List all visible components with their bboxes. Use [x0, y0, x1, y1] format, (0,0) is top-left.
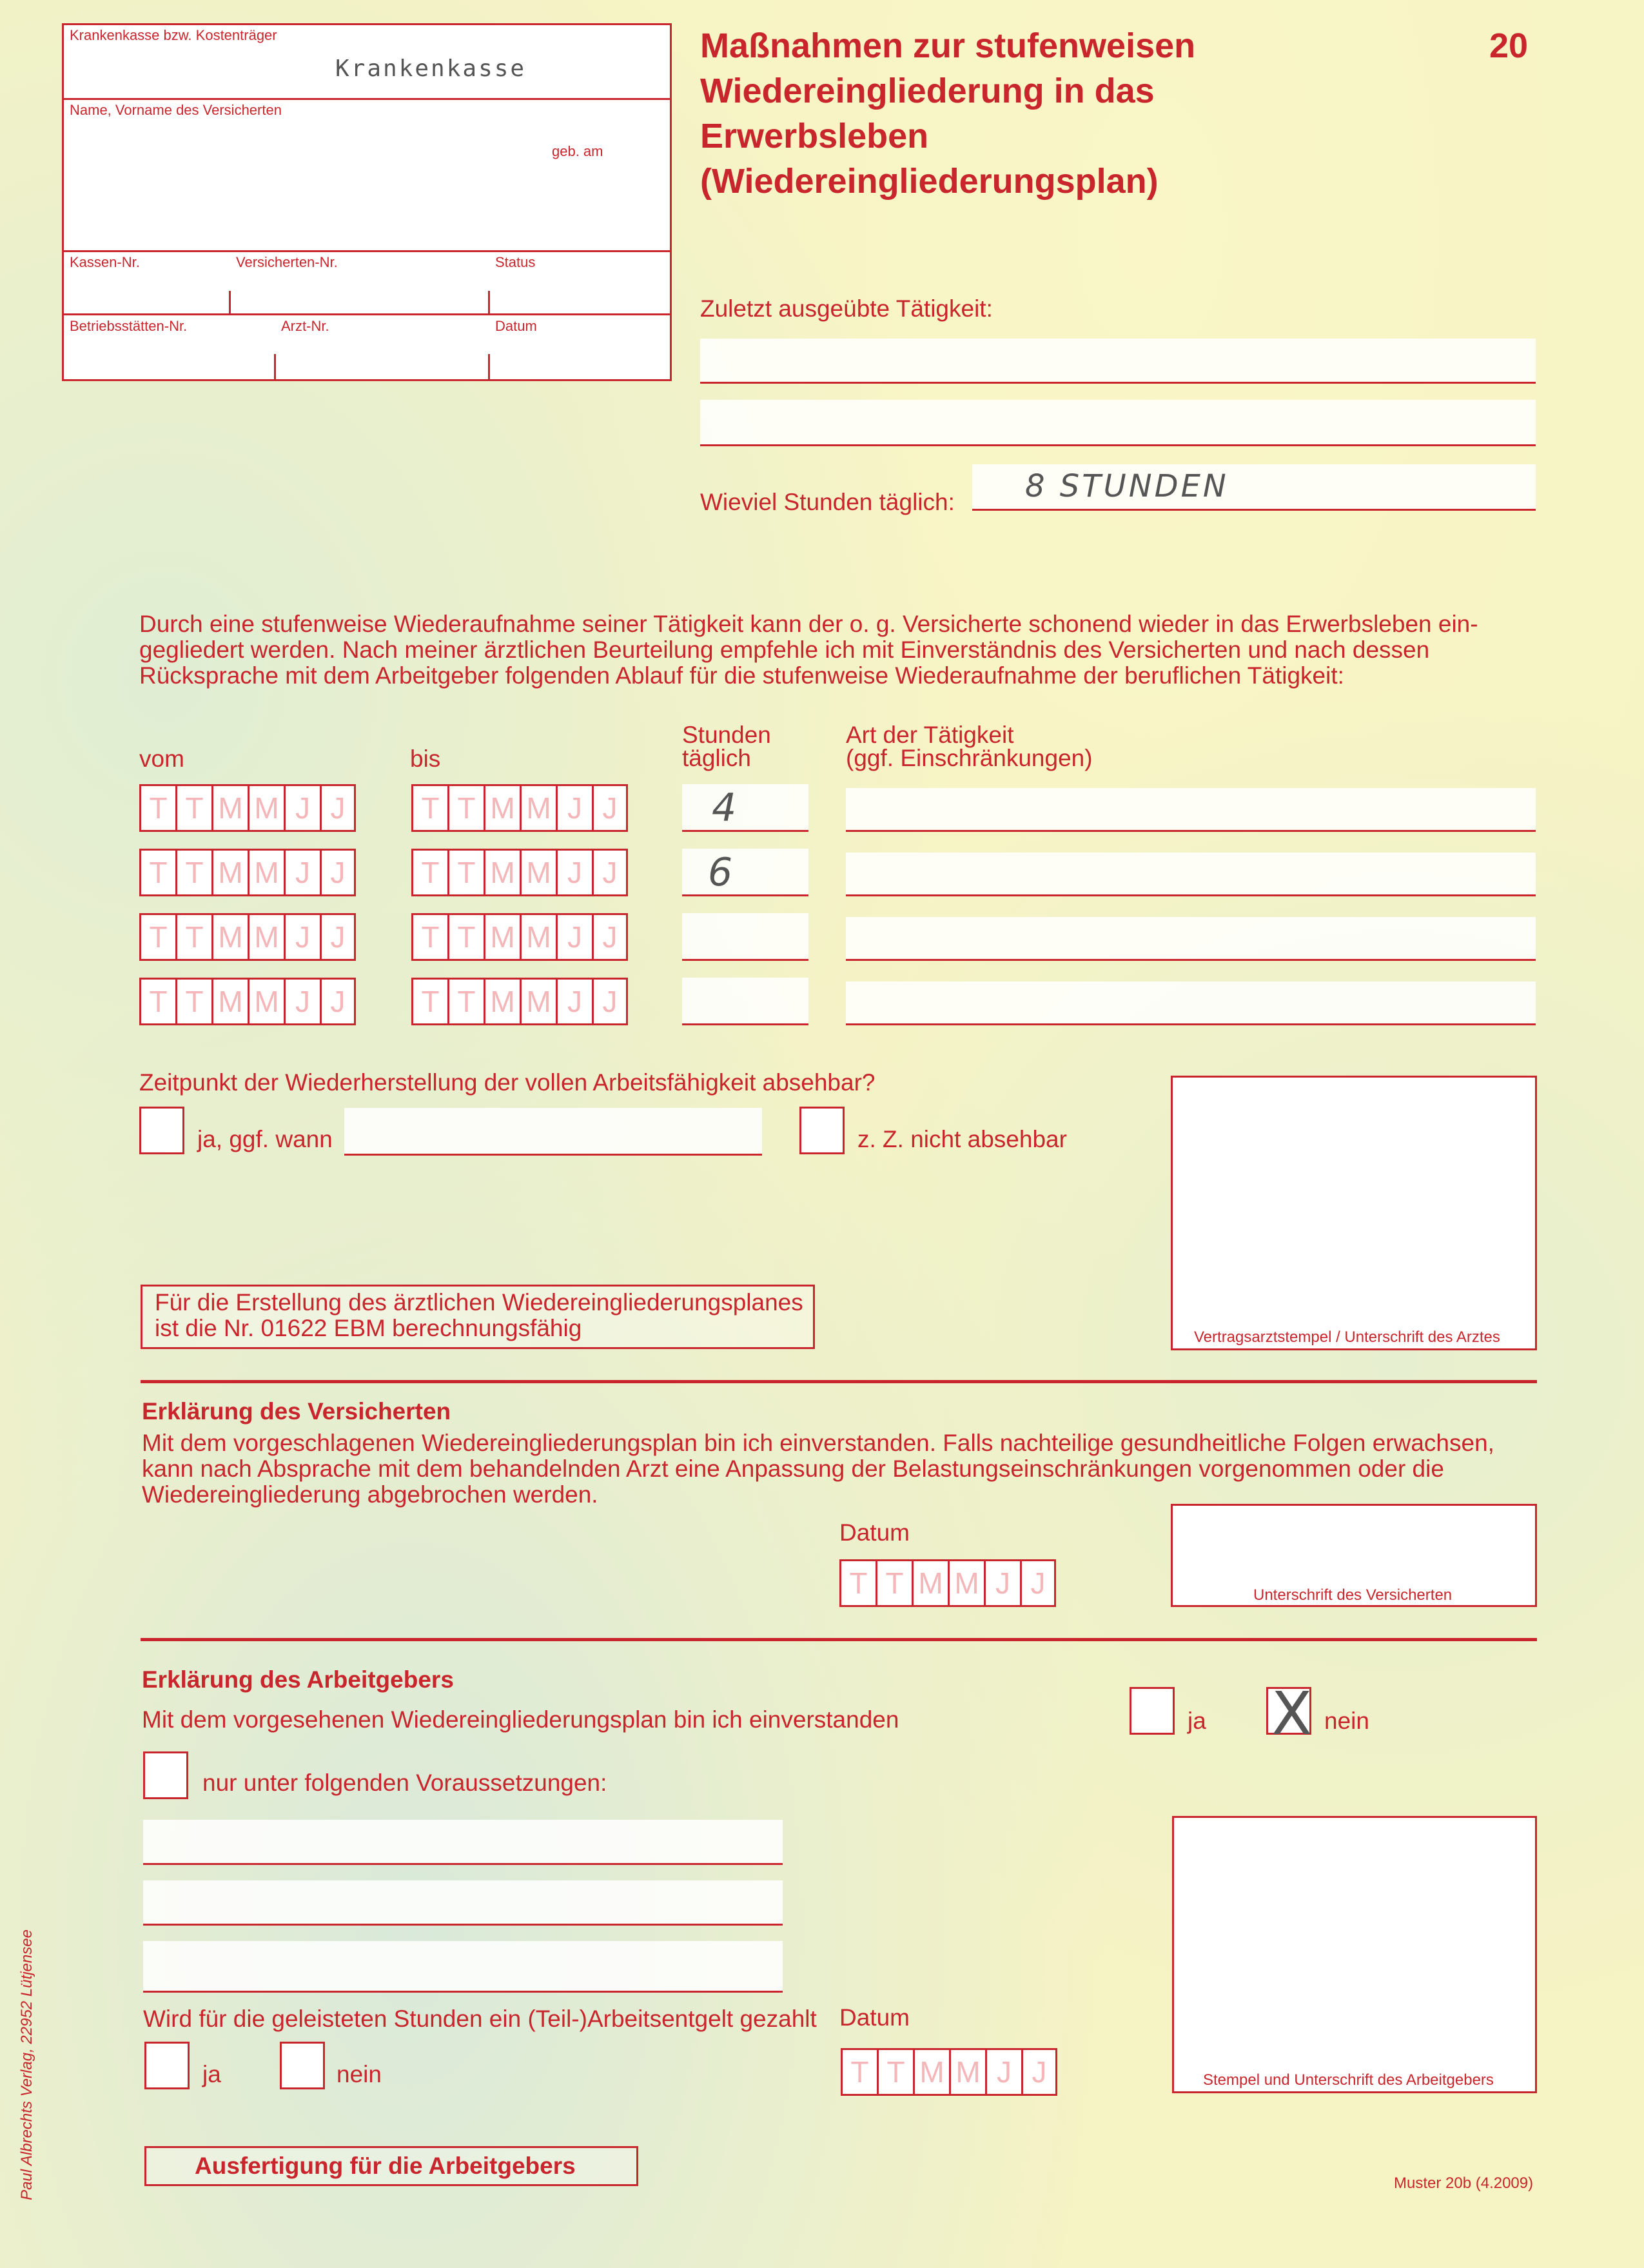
form-number: 20	[1489, 26, 1529, 65]
status-label: Status	[495, 254, 536, 270]
date-cell: J	[984, 1559, 1020, 1607]
stunden-value: 8 STUNDEN	[1025, 468, 1229, 504]
nein-cross-mark: X	[1271, 1679, 1313, 1748]
nicht-absehbar-label: z. Z. nicht absehbar	[857, 1126, 1067, 1152]
wiederherstellung-ja-label: ja, ggf. wann	[197, 1126, 333, 1152]
date-cell: M	[248, 849, 284, 896]
verlag-label: Paul Albrechts Verlag, 22952 Lütjensee	[17, 1929, 35, 2200]
muster-label: Muster 20b (4.2009)	[1394, 2174, 1534, 2192]
ausfertigung-label: Ausfertigung für die Arbeitgebers	[195, 2153, 576, 2179]
entgelt-nein-checkbox[interactable]	[280, 2042, 325, 2089]
entgelt-ja-checkbox[interactable]	[144, 2042, 190, 2089]
arbeitgeber-datum-cells[interactable]	[841, 2048, 1057, 2096]
col-art	[846, 724, 1093, 770]
voraussetzungen-field-3[interactable]	[143, 1941, 783, 1993]
arbeitgeber-heading: Erklärung des Arbeitgebers	[142, 1666, 454, 1693]
arbeitgeber-ja-checkbox[interactable]	[1130, 1687, 1175, 1735]
versicherter-line3: Wiedereingliederung abgebrochen werden.	[142, 1481, 598, 1508]
date-cell: M	[248, 978, 284, 1025]
arzt-stamp-box[interactable]	[1171, 1076, 1537, 1350]
date-cell: M	[211, 978, 248, 1025]
voraussetzungen-field-1[interactable]	[143, 1820, 783, 1865]
date-cell: T	[139, 784, 175, 832]
date-cell: M	[949, 2048, 985, 2096]
date-cell: M	[913, 2048, 949, 2096]
entgelt-nein-label: nein	[337, 2061, 382, 2087]
stunden-label: Wieviel Stunden täglich:	[700, 489, 955, 515]
date-cell: M	[520, 913, 556, 961]
stunden-row-1-value: 4	[712, 785, 737, 831]
arbeitgeber-datum-label: Datum	[839, 2004, 910, 2031]
versicherter-heading: Erklärung des Versicherten	[142, 1398, 451, 1425]
arzt-stamp-label: Vertragsarztstempel / Unterschrift des Arztes	[1194, 1328, 1500, 1346]
bis-date-row-4[interactable]	[411, 978, 628, 1025]
date-cell: T	[839, 1559, 876, 1607]
date-cell: J	[1021, 2048, 1057, 2096]
date-cell: J	[592, 849, 628, 896]
col-stunden-line1: Stunden	[682, 722, 771, 748]
entgelt-ja-label: ja	[202, 2061, 221, 2087]
kassen-nr-label: Kassen-Nr.	[70, 254, 140, 270]
date-cell: J	[320, 849, 356, 896]
date-cell: T	[447, 978, 484, 1025]
col-stunden-line2: täglich	[682, 745, 751, 771]
bis-date-row-1[interactable]	[411, 784, 628, 832]
wiederherstellung-wann-field[interactable]	[344, 1108, 762, 1156]
date-cell: J	[556, 978, 592, 1025]
date-cell: M	[248, 913, 284, 961]
date-cell: M	[520, 849, 556, 896]
form-title	[700, 23, 1195, 204]
date-cell: J	[1020, 1559, 1056, 1607]
col-vom: vom	[139, 745, 184, 772]
col-art-line2: (ggf. Einschränkungen)	[846, 745, 1093, 771]
intro-line-3: Rücksprache mit dem Arbeitgeber folgenden Ablauf für die stufenweise Wiederaufnahme der beruflichen Tätigkeit:	[139, 662, 1344, 689]
date-cell: J	[320, 978, 356, 1025]
stunden-row-2-value: 6	[708, 850, 733, 895]
date-cell: T	[175, 849, 211, 896]
versicherter-datum-cells[interactable]	[839, 1559, 1056, 1607]
date-cell: M	[484, 784, 520, 832]
bis-date-row-3[interactable]	[411, 913, 628, 961]
date-cell: T	[139, 978, 175, 1025]
date-cell: T	[877, 2048, 913, 2096]
date-cell: T	[841, 2048, 877, 2096]
col-stunden	[682, 724, 771, 770]
date-cell: M	[484, 849, 520, 896]
versicherter-line1: Mit dem vorgeschlagenen Wiedereingliederungsplan bin ich einverstanden. Falls nachteilige gesundheitliche Folgen erwachsen,	[142, 1430, 1494, 1456]
arbeitgeber-statement: Mit dem vorgesehenen Wiedereingliederungsplan bin ich einverstanden	[142, 1706, 899, 1733]
date-cell: J	[592, 784, 628, 832]
stunden-row-3[interactable]	[682, 913, 808, 961]
nicht-absehbar-checkbox[interactable]	[799, 1107, 845, 1154]
art-row-2[interactable]	[846, 853, 1536, 896]
date-cell: M	[948, 1559, 984, 1607]
date-cell: T	[411, 784, 447, 832]
date-cell: J	[985, 2048, 1021, 2096]
voraussetzungen-field-2[interactable]	[143, 1880, 783, 1926]
col-art-line1: Art der Tätigkeit	[846, 722, 1014, 748]
datum-header-label: Datum	[495, 318, 537, 334]
vom-date-row-1[interactable]	[139, 784, 356, 832]
versicherter-signature-label: Unterschrift des Versicherten	[1253, 1586, 1453, 1604]
arzt-nr-label: Arzt-Nr.	[281, 318, 329, 334]
vom-date-row-3[interactable]	[139, 913, 356, 961]
vom-date-row-4[interactable]	[139, 978, 356, 1025]
date-cell: M	[520, 784, 556, 832]
date-cell: J	[284, 784, 320, 832]
taetigkeit-field-2[interactable]	[700, 400, 1536, 446]
bis-date-row-2[interactable]	[411, 849, 628, 896]
date-cell: T	[411, 849, 447, 896]
versicherter-text	[142, 1430, 1494, 1508]
taetigkeit-field-1[interactable]	[700, 339, 1536, 384]
form-title-line3: Erwerbsleben	[700, 117, 929, 155]
versicherter-datum-label: Datum	[839, 1519, 910, 1546]
date-cell: J	[284, 978, 320, 1025]
date-cell: M	[211, 849, 248, 896]
date-cell: M	[211, 784, 248, 832]
date-cell: T	[447, 784, 484, 832]
col-bis: bis	[410, 745, 441, 772]
art-row-3[interactable]	[846, 917, 1536, 961]
kasse-label: Krankenkasse bzw. Kostenträger	[70, 27, 277, 43]
vom-date-row-2[interactable]	[139, 849, 356, 896]
date-cell: T	[139, 913, 175, 961]
date-cell: J	[284, 849, 320, 896]
taetigkeit-label: Zuletzt ausgeübte Tätigkeit:	[700, 295, 993, 322]
date-cell: J	[320, 784, 356, 832]
geb-label: geb. am	[552, 143, 603, 159]
divider-versicherter	[141, 1380, 1537, 1383]
form-title-line4: (Wiedereingliederungsplan)	[700, 162, 1159, 201]
date-cell: T	[411, 913, 447, 961]
divider-arbeitgeber	[141, 1638, 1537, 1641]
versicherter-line2: kann nach Absprache mit dem behandelnden Arzt eine Anpassung der Belastungseinschränkungen vorgenommen oder die	[142, 1455, 1444, 1482]
ebm-note-line1: Für die Erstellung des ärztlichen Wiedereingliederungsplanes	[155, 1289, 803, 1316]
betriebsstaetten-label: Betriebsstätten-Nr.	[70, 318, 188, 334]
date-cell: T	[175, 978, 211, 1025]
wiederherstellung-ja-checkbox[interactable]	[139, 1107, 184, 1154]
date-cell: M	[484, 978, 520, 1025]
date-cell: T	[411, 978, 447, 1025]
date-cell: T	[447, 913, 484, 961]
date-cell: T	[175, 913, 211, 961]
date-cell: T	[175, 784, 211, 832]
date-cell: M	[912, 1559, 948, 1607]
form-title-line2: Wiedereingliederung in das	[700, 72, 1155, 110]
stunden-row-2[interactable]	[682, 849, 808, 896]
intro-paragraph	[139, 611, 1478, 689]
stunden-row-1[interactable]	[682, 784, 808, 832]
ebm-note	[155, 1290, 803, 1341]
date-cell: T	[876, 1559, 912, 1607]
date-cell: J	[320, 913, 356, 961]
date-cell: M	[211, 913, 248, 961]
ebm-note-line2: ist die Nr. 01622 EBM berechnungsfähig	[155, 1315, 582, 1341]
intro-line-2: gegliedert werden. Nach meiner ärztlichen Beurteilung empfehle ich mit Einverständnis des Versicherten und nach dessen	[139, 636, 1430, 663]
entgelt-question: Wird für die geleisteten Stunden ein (Teil-)Arbeitsentgelt gezahlt	[143, 2006, 817, 2032]
date-cell: J	[592, 978, 628, 1025]
date-cell: T	[447, 849, 484, 896]
arbeitgeber-stamp-label: Stempel und Unterschrift des Arbeitgebers	[1203, 2071, 1494, 2089]
art-row-4[interactable]	[846, 981, 1536, 1025]
versicherten-nr-label: Versicherten-Nr.	[236, 254, 338, 270]
name-label: Name, Vorname des Versicherten	[70, 102, 282, 118]
date-cell: M	[248, 784, 284, 832]
art-row-1[interactable]	[846, 788, 1536, 832]
date-cell: J	[556, 784, 592, 832]
date-cell: J	[592, 913, 628, 961]
form-title-line1: Maßnahmen zur stufenweisen	[700, 26, 1196, 65]
arbeitgeber-nein-label: nein	[1324, 1708, 1369, 1734]
date-cell: M	[484, 913, 520, 961]
date-cell: T	[139, 849, 175, 896]
voraussetzungen-label: nur unter folgenden Voraussetzungen:	[202, 1770, 607, 1796]
voraussetzungen-checkbox[interactable]	[143, 1751, 188, 1799]
date-cell: J	[556, 913, 592, 961]
stunden-row-4[interactable]	[682, 978, 808, 1025]
wiederherstellung-question: Zeitpunkt der Wiederherstellung der vollen Arbeitsfähigkeit absehbar?	[139, 1069, 876, 1096]
arbeitgeber-stamp-box[interactable]	[1172, 1816, 1537, 2093]
intro-line-1: Durch eine stufenweise Wiederaufnahme seiner Tätigkeit kann der o. g. Versicherte schonend wieder in das Erwerbsleben ein-	[139, 611, 1478, 637]
date-cell: J	[284, 913, 320, 961]
arbeitgeber-ja-label: ja	[1188, 1708, 1206, 1734]
kasse-value[interactable]: Krankenkasse	[335, 55, 527, 82]
date-cell: M	[520, 978, 556, 1025]
date-cell: J	[556, 849, 592, 896]
